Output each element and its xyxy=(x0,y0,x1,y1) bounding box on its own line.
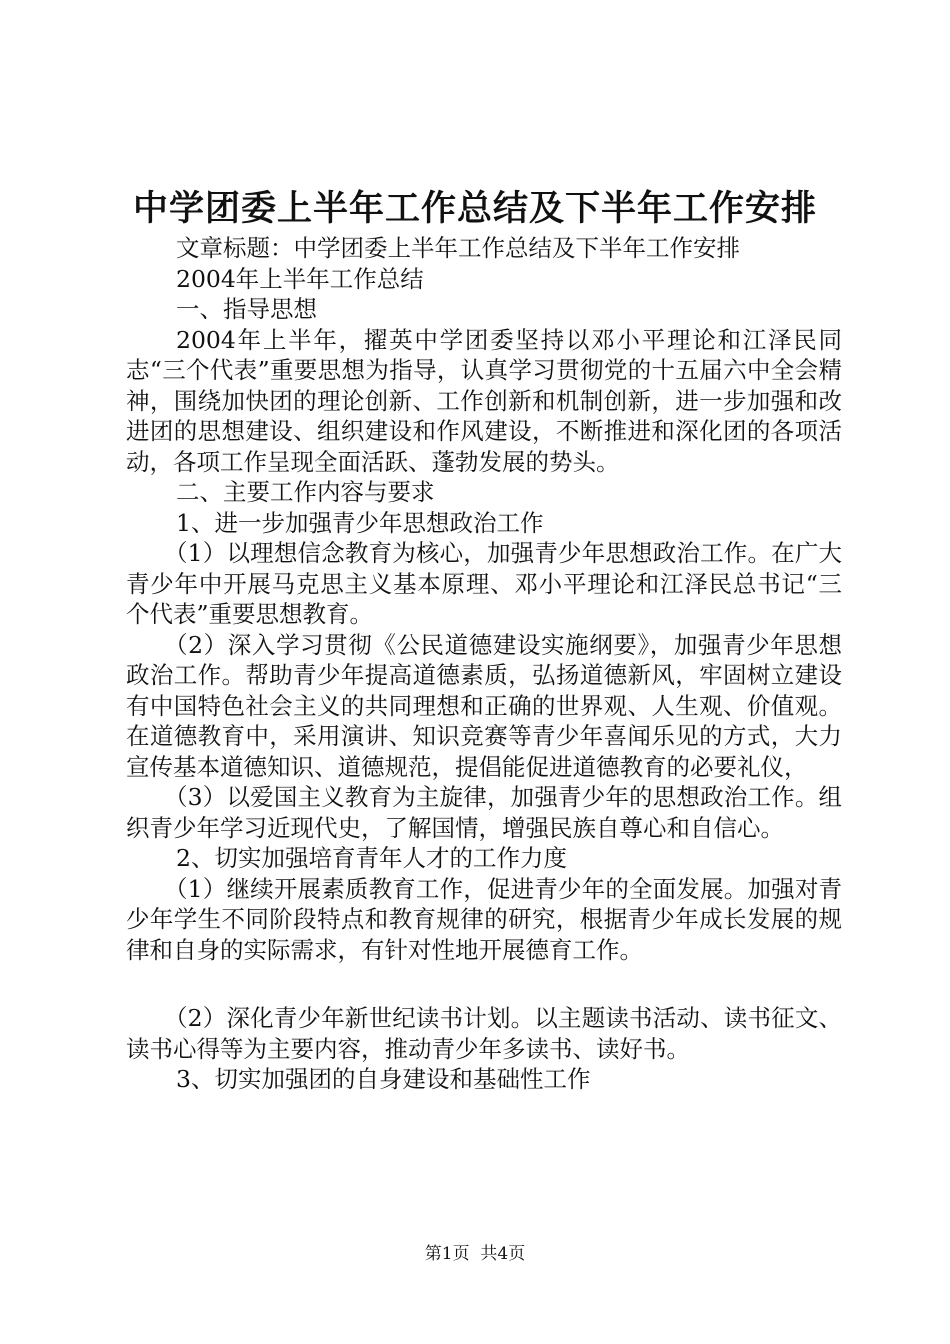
paragraph-item-2-2: （2）深化青少年新世纪读书计划。以主题读书活动、读书征文、读书心得等为主要内容，推动青少年多读书、读好书。 xyxy=(126,1004,842,1063)
paragraph-guiding-thought: 2004年上半年，擢英中学团委坚持以邓小平理论和江泽民同志“三个代表”重要思想为指导，认真学习贯彻党的十五届六中全会精神，围绕加快团的理论创新、工作创新和机制创新，进一步加强和改进团的思想建设、组织建设和作风建设，不断推进和深化团的各项活动，各项工作呈现全面活跃、蓬勃发展的势头。 xyxy=(126,325,842,476)
subsection-heading-3: 3、切实加强团的自身建设和基础性工作 xyxy=(176,1065,591,1093)
paragraph-item-1-2: （2）深入学习贯彻《公民道德建设实施纲要》，加强青少年思想政治工作。帮助青少年提高道德素质，弘扬道德新风，牢固树立建设有中国特色社会主义的共同理想和正确的世界观、人生观、价值观。在道德教育中，采用演讲、知识竞赛等青少年喜闻乐见的方式，大力宣传基本道德知识、道德规范，提倡能促进道德教育的必要礼仪， xyxy=(126,630,842,781)
document-title: 中学团委上半年工作总结及下半年工作安排 xyxy=(132,189,817,229)
document-body xyxy=(126,233,842,1095)
subsection-heading-2: 2、切实加强培育青年人才的工作力度 xyxy=(176,844,567,872)
section-heading-guiding-thought: 一、指导思想 xyxy=(176,295,317,323)
section-heading-main-work: 二、主要工作内容与要求 xyxy=(176,478,435,506)
page-number-footer: 第1页 共4页 xyxy=(424,1244,526,1264)
article-title-line: 文章标题：中学团委上半年工作总结及下半年工作安排 xyxy=(176,234,740,262)
paragraph-item-1-1: （1）以理想信念教育为核心，加强青少年思想政治工作。在广大青少年中开展马克思主义基本原理、邓小平理论和江泽民总书记“三个代表”重要思想教育。 xyxy=(126,539,842,628)
paragraph-item-2-1: （1）继续开展素质教育工作，促进青少年的全面发展。加强对青少年学生不同阶段特点和教育规律的研究，根据青少年成长发展的规律和自身的实际需求，有针对性地开展德育工作。 xyxy=(126,874,842,964)
subsection-heading-1: 1、进一步加强青少年思想政治工作 xyxy=(176,508,544,537)
summary-heading: 2004年上半年工作总结 xyxy=(176,264,424,293)
paragraph-item-1-3: （3）以爱国主义教育为主旋律，加强青少年的思想政治工作。组织青少年学习近现代史，了解国情，增强民族自尊心和自信心。 xyxy=(126,783,842,842)
